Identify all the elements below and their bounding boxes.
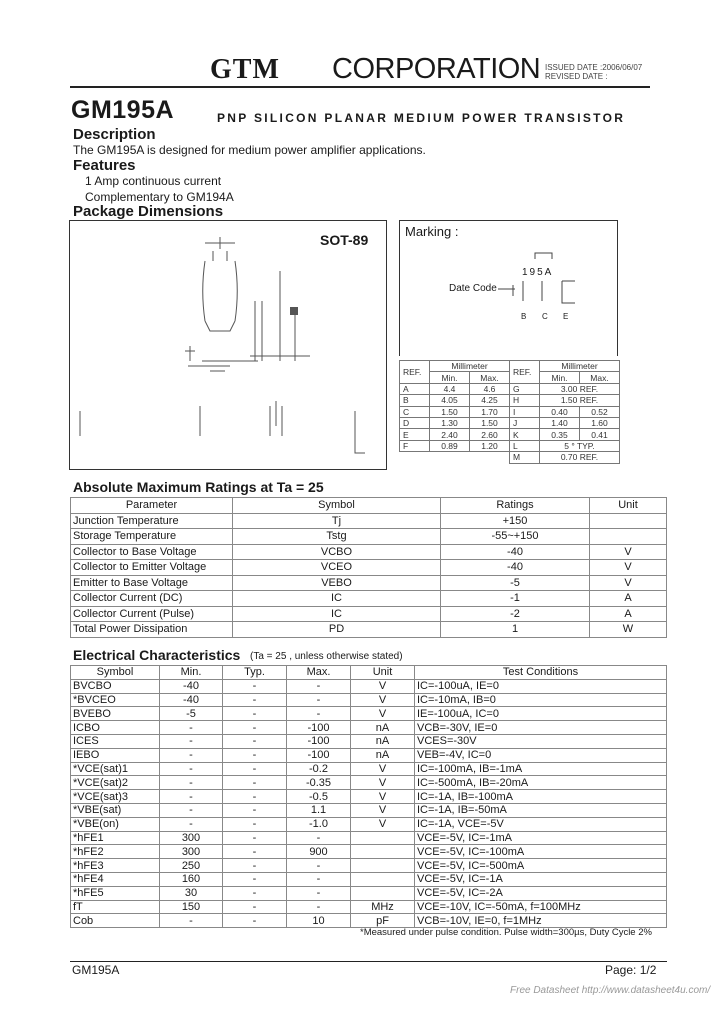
max: -: [287, 693, 351, 707]
test-condition: VCB=-30V, IE=0: [415, 721, 667, 735]
unit: nA: [351, 721, 415, 735]
marking-code: 195A: [522, 267, 554, 278]
dim-mm-header: Millimeter: [430, 361, 510, 372]
min: -5: [160, 707, 223, 721]
dim-ref: C: [400, 406, 430, 417]
max: -0.2: [287, 762, 351, 776]
col-min: Min.: [160, 666, 223, 680]
dim-ref: F: [400, 440, 430, 451]
dim-max: 1.60: [580, 417, 620, 428]
electrical-table: [70, 665, 667, 928]
pin-label-b: B: [521, 312, 527, 321]
typ: -: [223, 762, 287, 776]
min: -: [160, 776, 223, 790]
rating: -5: [441, 575, 590, 591]
dim-row: [400, 417, 620, 428]
features-heading: Features: [73, 157, 136, 174]
param: Junction Temperature: [71, 513, 233, 529]
table-row: [71, 748, 667, 762]
param: Total Power Dissipation: [71, 622, 233, 638]
max: -100: [287, 748, 351, 762]
max: -: [287, 872, 351, 886]
unit: V: [590, 575, 667, 591]
test-condition: VCE=-10V, IC=-50mA, f=100MHz: [415, 900, 667, 914]
col-test-conditions: Test Conditions: [415, 666, 667, 680]
watermark: Free Datasheet http://www.datasheet4u.com/: [510, 985, 711, 996]
corporation-label: CORPORATION: [332, 53, 541, 85]
symbol: VCBO: [233, 544, 441, 560]
max: -: [287, 679, 351, 693]
marking-label: Marking :: [405, 224, 459, 239]
dim-min: 1.40: [540, 417, 580, 428]
dim-row: [400, 406, 620, 417]
typ: -: [223, 914, 287, 928]
table-row: [71, 803, 667, 817]
param: Emitter to Base Voltage: [71, 575, 233, 591]
test-condition: IC=-100uA, IE=0: [415, 679, 667, 693]
abs-max-heading: Absolute Maximum Ratings at Ta = 25: [73, 479, 324, 495]
symbol: Tstg: [233, 529, 441, 545]
dim-min: 0.89: [430, 440, 470, 451]
dim-mm-header: Millimeter: [540, 361, 620, 372]
symbol: *VBE(sat): [71, 803, 160, 817]
unit: V: [351, 693, 415, 707]
dim-value: 3.00 REF.: [540, 383, 620, 394]
max: -: [287, 707, 351, 721]
max: -: [287, 886, 351, 900]
pulse-note: *Measured under pulse condition. Pulse width=300µs, Duty Cycle 2%: [360, 927, 652, 938]
rating: -40: [441, 560, 590, 576]
marking-diagram: [400, 221, 617, 356]
dim-max: 1.20: [470, 440, 510, 451]
table-row: [71, 622, 667, 638]
symbol: IC: [233, 606, 441, 622]
symbol: *BVCEO: [71, 693, 160, 707]
dim-ref: E: [400, 429, 430, 440]
dim-ref: B: [400, 395, 430, 406]
param: Collector to Base Voltage: [71, 544, 233, 560]
typ: -: [223, 734, 287, 748]
dim-ref: G: [510, 383, 540, 394]
symbol: VCEO: [233, 560, 441, 576]
dim-row: [400, 440, 620, 451]
package-outline-drawing: [70, 221, 386, 469]
description-heading: Description: [73, 126, 156, 143]
test-condition: VCE=-5V, IC=-1mA: [415, 831, 667, 845]
elec-heading: Electrical Characteristics: [73, 647, 241, 663]
test-condition: IC=-1A, IB=-100mA: [415, 790, 667, 804]
symbol: *hFE2: [71, 845, 160, 859]
unit: V: [590, 560, 667, 576]
dim-ref: H: [510, 395, 540, 406]
footer-page: Page: 1/2: [605, 963, 657, 977]
dim-ref-header: REF.: [510, 361, 540, 384]
min: 250: [160, 859, 223, 873]
unit: A: [590, 591, 667, 607]
dimension-table: [399, 360, 620, 464]
elec-condition: (Ta = 25 , unless otherwise stated): [250, 651, 403, 662]
dim-value: 5 ° TYP.: [540, 440, 620, 451]
typ: -: [223, 886, 287, 900]
table-row: [71, 886, 667, 900]
unit: V: [351, 776, 415, 790]
dim-ref: J: [510, 417, 540, 428]
unit: [351, 831, 415, 845]
dim-max: 1.70: [470, 406, 510, 417]
footer-part: GM195A: [72, 963, 120, 977]
max: -: [287, 859, 351, 873]
symbol: VEBO: [233, 575, 441, 591]
footer-divider: [70, 961, 667, 962]
typ: -: [223, 845, 287, 859]
typ: -: [223, 776, 287, 790]
min: -: [160, 721, 223, 735]
table-row: [71, 679, 667, 693]
typ: -: [223, 900, 287, 914]
symbol: *hFE4: [71, 872, 160, 886]
param: Storage Temperature: [71, 529, 233, 545]
min: 150: [160, 900, 223, 914]
max: 1.1: [287, 803, 351, 817]
package-type: SOT-89: [320, 232, 369, 248]
typ: -: [223, 872, 287, 886]
min: -: [160, 762, 223, 776]
dim-ref: D: [400, 417, 430, 428]
package-heading: Package Dimensions: [73, 203, 224, 220]
symbol: *hFE1: [71, 831, 160, 845]
unit: pF: [351, 914, 415, 928]
dim-row: [400, 395, 620, 406]
header-divider: [70, 86, 650, 88]
dim-min: 0.35: [540, 429, 580, 440]
unit: MHz: [351, 900, 415, 914]
part-number: GM195A: [71, 96, 175, 124]
table-row: [71, 872, 667, 886]
unit: V: [351, 817, 415, 831]
dim-min-header: Min.: [430, 372, 470, 383]
max: -0.5: [287, 790, 351, 804]
test-condition: IC=-1A, IB=-50mA: [415, 803, 667, 817]
rating: +150: [441, 513, 590, 529]
dim-ref: A: [400, 383, 430, 394]
test-condition: VCE=-5V, IC=-500mA: [415, 859, 667, 873]
symbol: Tj: [233, 513, 441, 529]
min: 300: [160, 845, 223, 859]
table-row: [71, 762, 667, 776]
dim-ref-header: REF.: [400, 361, 430, 384]
dim-ref: I: [510, 406, 540, 417]
dim-ref: M: [510, 452, 540, 463]
col-symbol: Symbol: [71, 666, 160, 680]
symbol: Cob: [71, 914, 160, 928]
symbol: *hFE3: [71, 859, 160, 873]
unit: W: [590, 622, 667, 638]
symbol: IEBO: [71, 748, 160, 762]
symbol: PD: [233, 622, 441, 638]
max: 10: [287, 914, 351, 928]
symbol: *VBE(on): [71, 817, 160, 831]
unit: nA: [351, 734, 415, 748]
table-row: [71, 914, 667, 928]
typ: -: [223, 679, 287, 693]
unit: V: [590, 544, 667, 560]
col-symbol: Symbol: [233, 498, 441, 514]
dim-max-header: Max.: [470, 372, 510, 383]
unit: V: [351, 790, 415, 804]
table-row: [71, 693, 667, 707]
rating: -40: [441, 544, 590, 560]
min: -: [160, 914, 223, 928]
issued-date: ISSUED DATE :2006/06/07: [545, 63, 643, 72]
param: Collector Current (DC): [71, 591, 233, 607]
min: -: [160, 817, 223, 831]
unit: nA: [351, 748, 415, 762]
min: -: [160, 790, 223, 804]
typ: -: [223, 831, 287, 845]
symbol: IC: [233, 591, 441, 607]
typ: -: [223, 803, 287, 817]
dim-max: 2.60: [470, 429, 510, 440]
table-row: [71, 734, 667, 748]
table-row: [71, 606, 667, 622]
marking-box: [399, 220, 618, 356]
dim-min-header: Min.: [540, 372, 580, 383]
pin-label-c: C: [542, 312, 548, 321]
max: -1.0: [287, 817, 351, 831]
min: 30: [160, 886, 223, 900]
dim-row: [400, 452, 620, 463]
unit: V: [351, 762, 415, 776]
table-row: [71, 513, 667, 529]
max: -100: [287, 721, 351, 735]
symbol: BVCBO: [71, 679, 160, 693]
max: 900: [287, 845, 351, 859]
table-row: [71, 721, 667, 735]
test-condition: VCE=-5V, IC=-1A: [415, 872, 667, 886]
typ: -: [223, 707, 287, 721]
abs-max-table: [70, 497, 667, 638]
symbol: *VCE(sat)3: [71, 790, 160, 804]
rating: -1: [441, 591, 590, 607]
symbol: *hFE5: [71, 886, 160, 900]
test-condition: VCE=-5V, IC=-100mA: [415, 845, 667, 859]
test-condition: IE=-100uA, IC=0: [415, 707, 667, 721]
dim-max: 1.50: [470, 417, 510, 428]
dim-max: 4.25: [470, 395, 510, 406]
test-condition: VEB=-4V, IC=0: [415, 748, 667, 762]
unit: V: [351, 803, 415, 817]
col-parameter: Parameter: [71, 498, 233, 514]
date-code-label: Date Code: [449, 283, 497, 294]
symbol: ICES: [71, 734, 160, 748]
test-condition: IC=-10mA, IB=0: [415, 693, 667, 707]
dim-value: 1.50 REF.: [540, 395, 620, 406]
dim-max: 4.6: [470, 383, 510, 394]
dim-min: 4.05: [430, 395, 470, 406]
table-row: [71, 776, 667, 790]
unit: [590, 529, 667, 545]
test-condition: VCE=-5V, IC=-2A: [415, 886, 667, 900]
test-condition: IC=-500mA, IB=-20mA: [415, 776, 667, 790]
table-row: [71, 591, 667, 607]
unit: [351, 859, 415, 873]
rating: 1: [441, 622, 590, 638]
table-row: [71, 575, 667, 591]
min: -: [160, 734, 223, 748]
dim-max-header: Max.: [580, 372, 620, 383]
typ: -: [223, 748, 287, 762]
min: -40: [160, 679, 223, 693]
revised-date: REVISED DATE :: [545, 72, 608, 81]
rating: -55~+150: [441, 529, 590, 545]
typ: -: [223, 790, 287, 804]
typ: -: [223, 721, 287, 735]
unit: [590, 513, 667, 529]
table-row: [71, 544, 667, 560]
param: Collector Current (Pulse): [71, 606, 233, 622]
dim-ref: L: [510, 440, 540, 451]
table-row: [71, 790, 667, 804]
table-row: [71, 859, 667, 873]
col-ratings: Ratings: [441, 498, 590, 514]
min: 160: [160, 872, 223, 886]
company-logo: GTM: [210, 54, 280, 85]
dim-row: [400, 383, 620, 394]
max: -: [287, 900, 351, 914]
feature-item: 1 Amp continuous current: [85, 174, 222, 188]
unit: V: [351, 707, 415, 721]
typ: -: [223, 859, 287, 873]
test-condition: IC=-100mA, IB=-1mA: [415, 762, 667, 776]
symbol: *VCE(sat)2: [71, 776, 160, 790]
col-typ: Typ.: [223, 666, 287, 680]
param: Collector to Emitter Voltage: [71, 560, 233, 576]
pin-label-e: E: [563, 312, 569, 321]
rating: -2: [441, 606, 590, 622]
symbol: ICBO: [71, 721, 160, 735]
symbol: fT: [71, 900, 160, 914]
symbol: *VCE(sat)1: [71, 762, 160, 776]
dim-min: 1.50: [430, 406, 470, 417]
table-row: [71, 845, 667, 859]
dim-min: 4.4: [430, 383, 470, 394]
test-condition: IC=-1A, VCE=-5V: [415, 817, 667, 831]
col-max: Max.: [287, 666, 351, 680]
table-row: [71, 900, 667, 914]
dim-row: [400, 429, 620, 440]
test-condition: VCB=-10V, IE=0, f=1MHz: [415, 914, 667, 928]
table-row: [71, 831, 667, 845]
unit: A: [590, 606, 667, 622]
unit: [351, 872, 415, 886]
symbol: BVEBO: [71, 707, 160, 721]
issue-dates: [545, 63, 642, 81]
min: 300: [160, 831, 223, 845]
col-unit: Unit: [590, 498, 667, 514]
unit: V: [351, 679, 415, 693]
min: -: [160, 748, 223, 762]
typ: -: [223, 817, 287, 831]
dim-min: 0.40: [540, 406, 580, 417]
dim-min: 2.40: [430, 429, 470, 440]
dim-min: 1.30: [430, 417, 470, 428]
dim-value: 0.70 REF.: [540, 452, 620, 463]
dim-max: 0.52: [580, 406, 620, 417]
package-drawing: [69, 220, 387, 470]
min: -: [160, 803, 223, 817]
max: -: [287, 831, 351, 845]
min: -40: [160, 693, 223, 707]
col-unit: Unit: [351, 666, 415, 680]
test-condition: VCES=-30V: [415, 734, 667, 748]
typ: -: [223, 693, 287, 707]
table-row: [71, 560, 667, 576]
description-text: The GM195A is designed for medium power amplifier applications.: [73, 143, 426, 157]
max: -0.35: [287, 776, 351, 790]
part-subtitle: PNP SILICON PLANAR MEDIUM POWER TRANSISTOR: [217, 111, 626, 125]
dim-max: 0.41: [580, 429, 620, 440]
dim-ref: K: [510, 429, 540, 440]
unit: [351, 886, 415, 900]
feature-item: Complementary to GM194A: [85, 190, 234, 204]
table-row: [71, 817, 667, 831]
table-row: [71, 529, 667, 545]
unit: [351, 845, 415, 859]
max: -100: [287, 734, 351, 748]
table-row: [71, 707, 667, 721]
